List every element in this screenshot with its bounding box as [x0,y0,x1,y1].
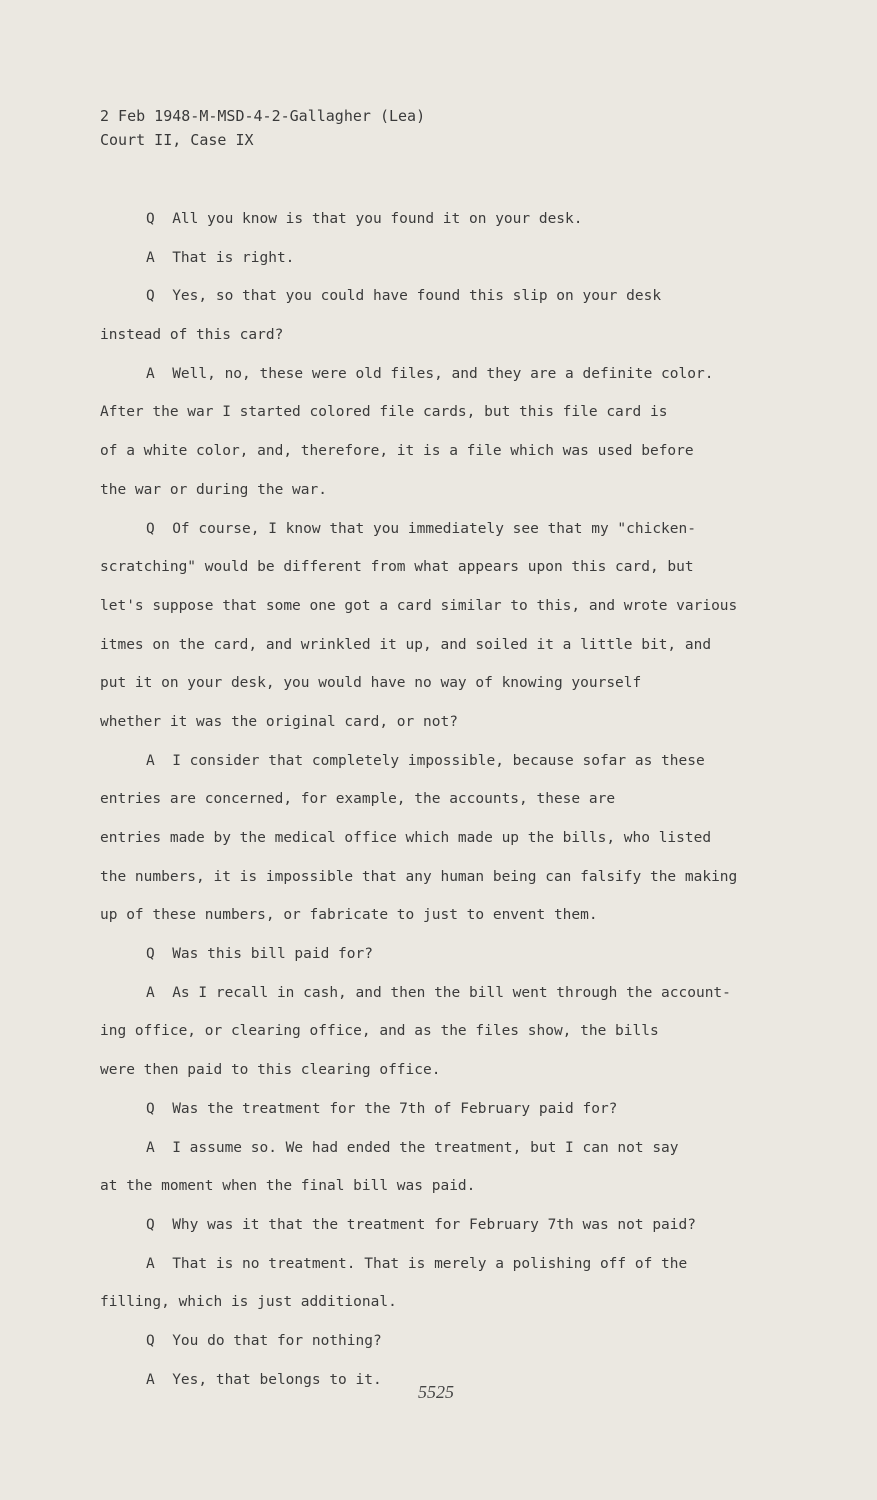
transcript-line: itmes on the card, and wrinkled it up, and soiled it a little bit, and [100,636,712,653]
transcript-line: A As I recall in cash, and then the bill went through the account- [146,984,731,1001]
transcript-line: A That is right. [146,249,295,266]
transcript-line: put it on your desk, you would have no way of knowing yourself [100,675,642,692]
document-header [100,104,425,152]
transcript-line: Q You do that for nothing? [146,1332,382,1349]
transcript-line: of a white color, and, therefore, it is a file which was used before [100,443,694,460]
transcript-line: entries are concerned, for example, the accounts, these are [100,791,616,808]
transcript-line: whether it was the original card, or not? [100,713,458,730]
transcript-line: filling, which is just additional. [100,1294,397,1311]
transcript-line: scratching" would be different from what appears upon this card, but [100,559,694,576]
transcript-line: A Yes, that belongs to it. [146,1371,382,1388]
transcript-line: Q Was the treatment for the 7th of February paid for? [146,1100,618,1117]
transcript-line: up of these numbers, or fabricate to just to envent them. [100,907,598,924]
transcript-line: Q Yes, so that you could have found this slip on your desk [146,288,662,305]
transcript-line: instead of this card? [100,327,284,344]
transcript-line: the numbers, it is impossible that any human being can falsify the making [100,868,738,885]
transcript-body [100,200,820,1399]
header-line-court-case: Court II, Case IX [100,131,254,149]
page-number: 5525 [418,1382,454,1402]
transcript-line: A That is no treatment. That is merely a polishing off of the [146,1255,688,1272]
transcript-line: Q Of course, I know that you immediately see that my "chicken- [146,520,696,537]
transcript-line: let's suppose that some one got a card similar to this, and wrote various [100,597,738,614]
transcript-line: A I assume so. We had ended the treatment, but I can not say [146,1139,679,1156]
transcript-line: A Well, no, these were old files, and they are a definite color. [146,365,714,382]
transcript-line: A I consider that completely impossible, because sofar as these [146,752,705,769]
header-line-date-reference: 2 Feb 1948-M-MSD-4-2-Gallagher (Lea) [100,107,426,125]
transcript-line: Q Why was it that the treatment for February 7th was not paid? [146,1216,696,1233]
transcript-line: Q Was this bill paid for? [146,946,373,963]
transcript-line: ing office, or clearing office, and as the files show, the bills [100,1023,659,1040]
transcript-line: the war or during the war. [100,481,327,498]
transcript-line: entries made by the medical office which made up the bills, who listed [100,830,712,846]
transcript-line: Q All you know is that you found it on your desk. [146,211,583,227]
transcript-line: were then paid to this clearing office. [100,1062,441,1079]
transcript-line: After the war I started colored file cards, but this file card is [100,404,668,421]
transcript-line: at the moment when the final bill was paid. [100,1178,476,1195]
